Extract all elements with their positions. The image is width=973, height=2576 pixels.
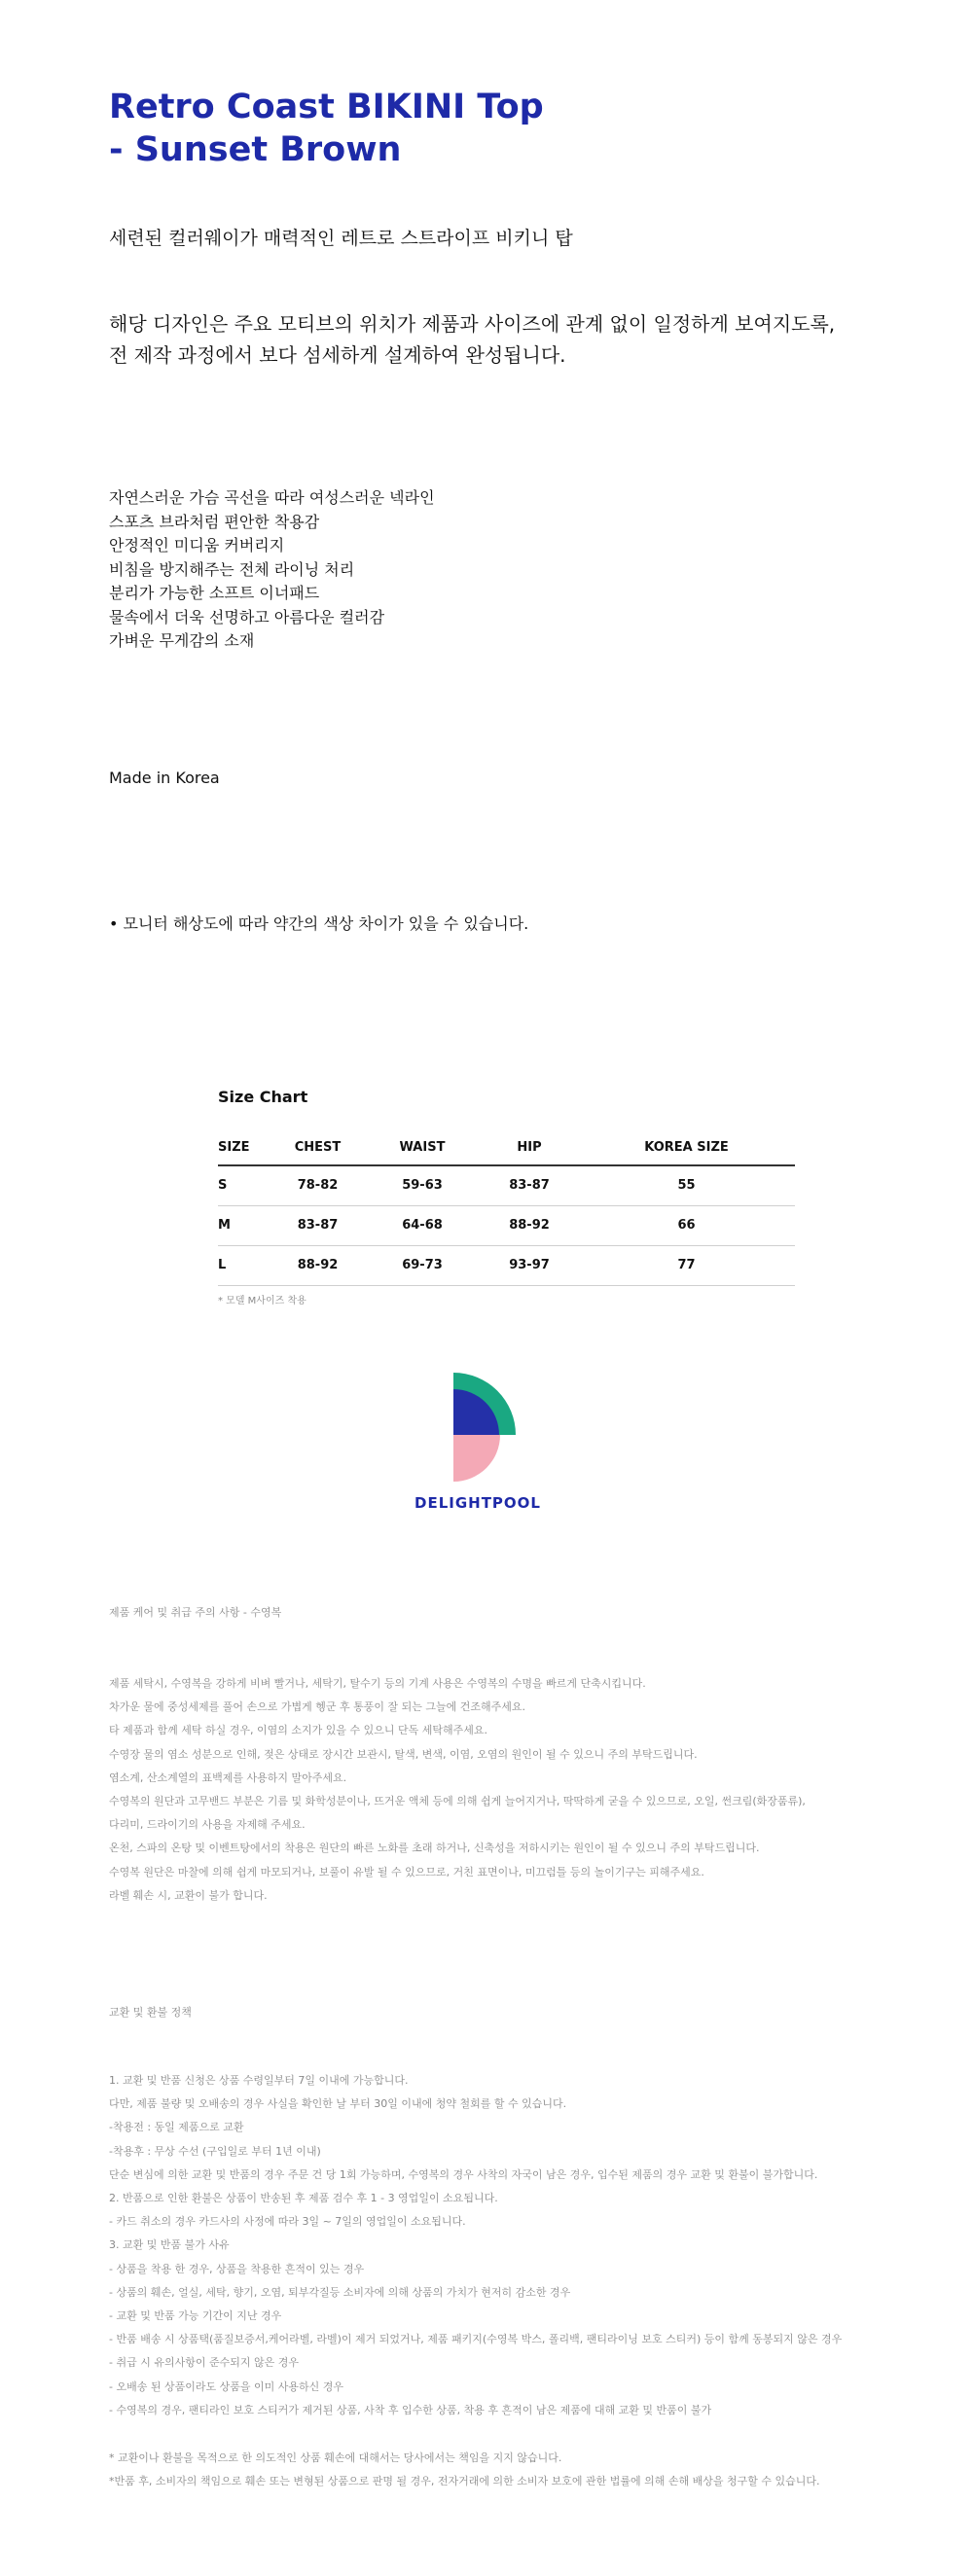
product-title bbox=[109, 86, 544, 171]
product-title-line-1: Retro Coast BIKINI Top bbox=[109, 88, 544, 126]
size-cell: M bbox=[218, 1205, 271, 1245]
korea-size-cell: 77 bbox=[578, 1245, 795, 1285]
care-line: 수영복의 원단과 고무밴드 부분은 기름 및 화학성분이나, 뜨거운 액체 등에 의해 쉽게 늘어지거나, 딱딱하게 굳을 수 있으므로, 오일, 썬크림(화장품류), bbox=[109, 1795, 806, 1808]
size-chart-table bbox=[218, 1130, 795, 1286]
chest-cell: 83-87 bbox=[271, 1205, 364, 1245]
table-row bbox=[218, 1245, 795, 1285]
policy-line: - 오배송 된 상품이라도 상품을 이미 사용하신 경우 bbox=[109, 2379, 343, 2393]
description-line-1: 해당 디자인은 주요 모티브의 위치가 제품과 사이즈에 관계 없이 일정하게 보여지도록, bbox=[109, 312, 836, 336]
size-chart-header: SIZE bbox=[218, 1130, 271, 1165]
policy-line: 2. 반품으로 인한 환불은 상품이 반송된 후 제품 검수 후 1 - 3 영업일이 소요됩니다. bbox=[109, 2192, 498, 2205]
chest-cell: 88-92 bbox=[271, 1245, 364, 1285]
policy-line: - 수영복의 경우, 팬티라인 보호 스티커가 제거된 상품, 사착 후 입수한 상품, 착용 후 흔적이 남은 제품에 대해 교환 및 반품이 불가 bbox=[109, 2403, 712, 2416]
feature-item: 물속에서 더욱 선명하고 아름다운 컬러감 bbox=[109, 607, 385, 626]
policy-line: 단순 변심에 의한 교환 및 반품의 경우 주문 건 당 1회 가능하며, 수영복의 경우 사착의 자국이 남은 경우, 입수된 제품의 경우 교환 및 환불이 불가합니다. bbox=[109, 2167, 818, 2181]
feature-item: 안정적인 미디움 커버리지 bbox=[109, 536, 285, 555]
korea-size-cell: 55 bbox=[578, 1165, 795, 1205]
size-chart-header-row bbox=[218, 1130, 795, 1165]
hip-cell: 83-87 bbox=[481, 1165, 578, 1205]
policy-line: - 교환 및 반품 가능 기간이 지난 경우 bbox=[109, 2309, 282, 2323]
waist-cell: 69-73 bbox=[364, 1245, 481, 1285]
size-chart-note: * 모델 M사이즈 착용 bbox=[218, 1296, 306, 1306]
waist-cell: 64-68 bbox=[364, 1205, 481, 1245]
care-line: 제품 세탁시, 수영복을 강하게 비벼 빨거나, 세탁기, 탈수기 등의 기계 사용은 수영복의 수명을 빠르게 단축시킵니다. bbox=[109, 1677, 646, 1690]
monitor-notice: • 모니터 해상도에 따라 약간의 색상 차이가 있을 수 있습니다. bbox=[109, 914, 529, 933]
policy-rules bbox=[109, 2069, 842, 2422]
policy-line: - 반품 배송 시 상품택(품질보증서,케어라벨, 라벨)이 제거 되었거나, 제품 패키지(수영복 박스, 폴리백, 팬티라이닝 보호 스티커) 등이 함께 동봉되지 않은 경우 bbox=[109, 2333, 843, 2346]
policy-note: *반품 후, 소비자의 책임으로 훼손 또는 변형된 상품으로 판명 될 경우, 전자거래에 의한 소비자 보호에 관한 법률에 의해 손해 배상을 청구할 수 있습니다. bbox=[109, 2475, 820, 2488]
policy-line: 다만, 제품 불량 및 오배송의 경우 사실을 확인한 날 부터 30일 이내에 청약 철회를 할 수 있습니다. bbox=[109, 2097, 567, 2111]
brand-logo-text: DELIGHTPOOL bbox=[414, 1494, 541, 1512]
table-row bbox=[218, 1205, 795, 1245]
care-line: 다리미, 드라이기의 사용을 자제해 주세요. bbox=[109, 1818, 306, 1832]
product-subtitle: 세련된 컬러웨이가 매력적인 레트로 스트라이프 비키니 탑 bbox=[109, 228, 573, 249]
description-line-2: 전 제작 과정에서 보다 섬세하게 설계하여 완성됩니다. bbox=[109, 343, 566, 367]
policy-line: - 카드 취소의 경우 카드사의 사정에 따라 3일 ~ 7일의 영업일이 소요됩니다. bbox=[109, 2215, 466, 2229]
size-cell: L bbox=[218, 1245, 271, 1285]
korea-size-cell: 66 bbox=[578, 1205, 795, 1245]
product-title-line-2: - Sunset Brown bbox=[109, 130, 402, 169]
feature-item: 자연스러운 가슴 곡선을 따라 여성스러운 넥라인 bbox=[109, 488, 435, 507]
feature-item: 분리가 가능한 소프트 이너패드 bbox=[109, 584, 320, 602]
policy-line: -착용후 : 무상 수선 (구입일로 부터 1년 이내) bbox=[109, 2144, 321, 2158]
care-instructions bbox=[109, 1672, 806, 1908]
policy-note: * 교환이나 환불을 목적으로 한 의도적인 상품 훼손에 대해서는 당사에서는 책임을 지지 않습니다. bbox=[109, 2451, 562, 2464]
policy-line: -착용전 : 동일 제품으로 교환 bbox=[109, 2121, 244, 2134]
waist-cell: 59-63 bbox=[364, 1165, 481, 1205]
care-line: 염소계, 산소계열의 표백제를 사용하지 말아주세요. bbox=[109, 1771, 347, 1784]
feature-list bbox=[109, 486, 435, 654]
care-line: 온천, 스파의 온탕 및 이벤트탕에서의 착용은 원단의 빠른 노화를 초래 하거나, 신축성을 저하시키는 원인이 될 수 있으니 주의 부탁드립니다. bbox=[109, 1842, 760, 1855]
policy-line: 1. 교환 및 반품 신청은 상품 수령일부터 7일 이내에 가능합니다. bbox=[109, 2074, 409, 2087]
feature-item: 비침을 방지해주는 전체 라이닝 처리 bbox=[109, 559, 355, 579]
care-line: 수영장 물의 염소 성분으로 인해, 젖은 상태로 장시간 보관시, 탈색, 변색, 이염, 오염의 원인이 될 수 있으니 주의 부탁드립니다. bbox=[109, 1747, 698, 1761]
size-chart-header: CHEST bbox=[271, 1130, 364, 1165]
made-in-label: Made in Korea bbox=[109, 769, 220, 787]
logo-pink-half bbox=[453, 1435, 500, 1482]
size-cell: S bbox=[218, 1165, 271, 1205]
policy-heading: 교환 및 환불 정책 bbox=[109, 2006, 192, 2019]
policy-line: - 취급 시 유의사항이 준수되지 않은 경우 bbox=[109, 2356, 299, 2370]
policy-line: - 상품을 착용 한 경우, 상품을 착용한 흔적이 있는 경우 bbox=[109, 2262, 365, 2275]
care-line: 라벨 훼손 시, 교환이 불가 합니다. bbox=[109, 1888, 268, 1902]
hip-cell: 93-97 bbox=[481, 1245, 578, 1285]
care-line: 수영복 원단은 마찰에 의해 쉽게 마모되거나, 보풀이 유발 될 수 있으므로, 거친 표면이나, 미끄럼틀 등의 놀이기구는 피해주세요. bbox=[109, 1865, 704, 1878]
delightpool-logo-icon bbox=[453, 1373, 516, 1482]
size-chart-header: KOREA SIZE bbox=[578, 1130, 795, 1165]
size-chart-header: WAIST bbox=[364, 1130, 481, 1165]
policy-notes bbox=[109, 2447, 819, 2493]
policy-line: 3. 교환 및 반품 불가 사유 bbox=[109, 2238, 230, 2252]
feature-item: 스포츠 브라처럼 편안한 착용감 bbox=[109, 512, 320, 531]
hip-cell: 88-92 bbox=[481, 1205, 578, 1245]
care-line: 차가운 물에 중성세제를 풀어 손으로 가볍게 헹군 후 통풍이 잘 되는 그늘에 건조해주세요. bbox=[109, 1700, 525, 1714]
care-line: 타 제품과 함께 세탁 하실 경우, 이염의 소지가 있을 수 있으니 단독 세탁해주세요. bbox=[109, 1724, 487, 1737]
care-heading: 제품 케어 및 취급 주의 사항 - 수영복 bbox=[109, 1606, 282, 1619]
size-chart-title: Size Chart bbox=[218, 1088, 308, 1106]
feature-item: 가벼운 무게감의 소재 bbox=[109, 631, 255, 650]
size-chart-header: HIP bbox=[481, 1130, 578, 1165]
table-row bbox=[218, 1165, 795, 1205]
policy-line: - 상품의 훼손, 얼실, 세탁, 향기, 오염, 퇴부각질등 소비자에 의해 상품의 가치가 현저히 감소한 경우 bbox=[109, 2285, 571, 2299]
chest-cell: 78-82 bbox=[271, 1165, 364, 1205]
product-description bbox=[109, 308, 835, 371]
